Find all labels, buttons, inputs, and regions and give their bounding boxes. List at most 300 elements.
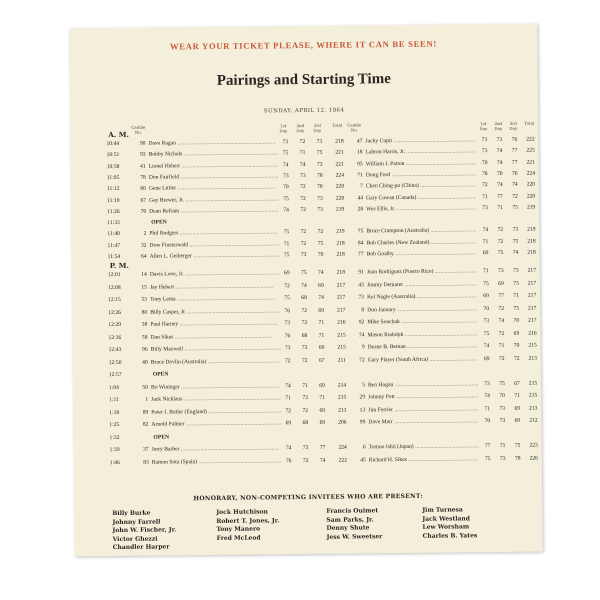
round2-score: 72	[498, 305, 505, 312]
caddie-header-right: Caddie No.	[347, 122, 362, 133]
caddie-number: 76	[140, 208, 147, 215]
total-score: 222	[526, 136, 535, 143]
round2-score: 73	[499, 417, 506, 424]
round1-score: 75	[283, 229, 290, 236]
invitee-name: Johnny Farrell	[112, 518, 161, 526]
round3-score: 78	[316, 172, 323, 179]
total-score: 223	[529, 442, 538, 449]
caddie-number: 5	[362, 381, 366, 388]
tee-time: 12:26	[108, 309, 122, 316]
caddie-number: 91	[358, 269, 364, 276]
caddie-number: 53	[141, 296, 148, 303]
round2-score: 68	[301, 332, 308, 339]
round1-score: 75	[484, 455, 491, 462]
total-score: 214	[337, 382, 347, 389]
round3-score: 67	[514, 380, 520, 387]
invitee-name: Jack Westland	[422, 514, 471, 523]
caddie-number: 8	[361, 306, 365, 313]
player-name: Jerry Barber .....	[152, 445, 282, 452]
round3-score: 69	[514, 417, 521, 424]
round1-score: 69	[483, 355, 490, 362]
caddie-number: 84	[357, 240, 364, 247]
player-name: Jay Hebert .....	[150, 283, 280, 290]
total-score: 216	[337, 319, 346, 326]
round1-score: 72	[285, 407, 292, 414]
pairing-sheet	[69, 24, 543, 557]
round2-score: 70	[499, 392, 505, 399]
total-score: 219	[527, 226, 536, 234]
round2-score: 68	[301, 294, 307, 302]
invitee-name: Chandler Harper	[112, 543, 170, 552]
round2-score: 73	[499, 455, 506, 462]
total-score: 217	[527, 292, 537, 299]
round3-score: 74	[319, 457, 326, 464]
invitee-name: Jock Hutchison	[216, 508, 268, 516]
total-score: 213	[528, 355, 537, 362]
round2-score: 70	[496, 170, 503, 177]
tee-time: 11:47	[107, 242, 121, 249]
tee-time: 12:08	[107, 284, 121, 291]
page-title: Pairings and Starting Time	[216, 71, 391, 89]
round1-score: 75	[483, 280, 489, 287]
player-name: Bruce Devlin (Australia) .....	[151, 358, 281, 365]
round3-score: 71	[318, 319, 325, 326]
round3-score: 78	[317, 184, 323, 191]
caddie-number: 32	[140, 242, 147, 249]
round2-score: 75	[497, 249, 504, 256]
caddie-number: 58	[141, 334, 148, 341]
round1-score: 69	[285, 420, 292, 427]
round3-score: 73	[316, 161, 323, 168]
round2-score: 71	[499, 442, 506, 449]
round1-score: 74	[484, 393, 490, 400]
round1-score: 73	[282, 173, 289, 180]
player-name: Bo Wininger .....	[151, 383, 281, 390]
player-name: Bob Goalby .....	[367, 250, 477, 257]
round3-score: 73	[513, 280, 519, 287]
tee-time: 11:19	[107, 197, 120, 204]
caddie-number: 2	[143, 231, 147, 238]
round3-score: 73	[317, 195, 323, 202]
caddie-number: 83	[143, 459, 149, 466]
round1-score: 74	[285, 382, 291, 389]
tee-time: 10:44	[106, 140, 120, 148]
total-header-left: Total	[332, 122, 343, 128]
round1-score: 70	[483, 305, 490, 312]
tee-time: 1:04	[108, 384, 119, 391]
player-name: Jacky Cupit .....	[365, 137, 475, 144]
caddie-number: 29	[359, 394, 366, 401]
total-score: 215	[337, 394, 347, 401]
player-name: Dow Finsterwald .....	[149, 241, 279, 248]
open-slot: OPEN	[152, 371, 169, 378]
player-name: Mason Rudolph .....	[367, 331, 477, 338]
player-name: Peter J. Butler (England) .....	[151, 408, 281, 415]
r1-header-left: 1st Day	[279, 123, 288, 133]
caddie-number: 45	[360, 456, 366, 463]
round2-score: 72	[301, 319, 308, 327]
tee-time: 12:50	[108, 359, 122, 366]
r2-header-right: 2nd Day	[494, 120, 503, 131]
total-score: 218	[527, 238, 536, 245]
total-score: 224	[335, 172, 345, 179]
tee-time: 11:05	[106, 174, 120, 181]
player-name: Wes Ellis, Jr. .....	[366, 205, 476, 212]
round3-score: 71	[514, 392, 520, 399]
round1-score: 71	[482, 268, 489, 275]
invitee-name: Denny Shute	[326, 524, 370, 532]
round3-score: 74	[512, 249, 519, 256]
round2-score: 73	[300, 251, 307, 259]
total-score: 218	[336, 240, 345, 247]
r3-header-right: 3rd Day	[509, 120, 518, 131]
total-score: 221	[526, 159, 535, 166]
total-score: 224	[338, 444, 347, 451]
total-score: 220	[526, 181, 536, 188]
tee-time: 1:46	[109, 459, 120, 466]
round2-score: 73	[497, 267, 504, 274]
r3-header-left: 3rd Day	[313, 122, 322, 133]
invitee-name: Robert T. Jones, Jr.	[216, 516, 280, 525]
round2-score: 75	[300, 269, 307, 277]
caddie-number: 77	[358, 251, 364, 258]
round2-score: 74	[496, 159, 503, 166]
total-score: 220	[335, 183, 345, 190]
round1-score: 71	[283, 240, 290, 247]
tee-time: 12:29	[108, 321, 122, 329]
round1-score: 71	[482, 193, 488, 200]
tee-time: 12:01	[107, 271, 121, 279]
tee-time: 11:54	[107, 253, 121, 261]
caddie-number: 66	[140, 185, 146, 192]
player-name: Jim Ferrier .....	[368, 406, 478, 413]
round1-score: 74	[282, 161, 289, 168]
round3-score: 73	[317, 206, 323, 213]
round3-score: 74	[317, 269, 324, 276]
round2-score: 68	[302, 419, 309, 427]
round1-score: 69	[483, 293, 489, 300]
round1-score: 76	[284, 307, 291, 314]
round2-score: 72	[497, 238, 504, 245]
caddie-number: 13	[359, 406, 366, 413]
player-name: William J. Patton .....	[366, 160, 476, 167]
total-score: 206	[338, 419, 347, 426]
round2-score: 74	[301, 282, 307, 289]
caddie-number: 15	[141, 284, 147, 291]
player-name: Gary Player (South Africa) .....	[368, 356, 478, 363]
tee-time: 10:58	[106, 163, 120, 170]
round3-score: 69	[318, 282, 324, 289]
caddie-number: 92	[358, 319, 365, 326]
pm-pairing-row	[109, 455, 538, 470]
total-score: 215	[337, 344, 346, 351]
total-score: 224	[526, 170, 536, 177]
total-score: 222	[338, 457, 348, 464]
total-score: 213	[338, 407, 347, 414]
round2-score: 75	[499, 380, 505, 387]
round2-score: 72	[300, 184, 306, 191]
tee-time: 10:51	[106, 152, 120, 159]
round3-score: 75	[514, 442, 521, 449]
round2-score: 73	[301, 344, 308, 352]
tee-time: 1:11	[109, 396, 119, 404]
player-name: Jack Nicklaus .....	[151, 395, 281, 402]
player-name: Billy Casper, Jr. .....	[150, 308, 280, 315]
player-name: Kel Nagle (Australia) .....	[367, 293, 477, 300]
invitee-column	[326, 507, 382, 542]
round3-score: 78	[514, 455, 521, 462]
caddie-number: 41	[140, 163, 146, 170]
player-name: Ben Hogan .....	[368, 381, 478, 388]
caddie-number: 7	[360, 183, 363, 190]
round3-score: 74	[318, 294, 324, 301]
caddie-number: 95	[357, 160, 363, 168]
invitee-name: Jim Turnesa	[422, 506, 463, 514]
caddie-number: 90	[139, 140, 146, 147]
caddie-number: 71	[357, 172, 363, 179]
total-score: 211	[337, 357, 346, 364]
caddie-number: 72	[359, 356, 365, 363]
invitee-column	[112, 509, 176, 552]
round1-score: 72	[482, 182, 488, 189]
player-name: Johnny Pott .....	[368, 393, 478, 400]
ticket-banner: WEAR YOUR TICKET PLEASE, WHERE IT CAN BE SEEN!	[169, 38, 437, 52]
invitee-name: Victor Ghezzi	[112, 535, 158, 543]
tee-time: 1:18	[109, 409, 120, 416]
total-score: 218	[336, 269, 346, 276]
round3-score: 69	[319, 419, 326, 426]
round2-score: 77	[498, 292, 504, 299]
tee-time: 1:39	[109, 446, 120, 454]
total-score: 217	[527, 280, 537, 287]
invitee-name: Jess W. Sweetser	[326, 532, 383, 541]
round1-score: 73	[484, 380, 490, 387]
caddie-number: 50	[142, 384, 149, 391]
round2-score: 77	[497, 193, 503, 200]
total-score: 213	[529, 405, 538, 412]
round3-score: 74	[512, 181, 518, 189]
caddie-header-left: Caddie No.	[131, 124, 146, 135]
invitee-name: Charles B. Yates	[422, 531, 478, 540]
invitee-name: Billy Burke	[112, 509, 151, 518]
total-score: 219	[335, 206, 345, 213]
tee-time: 1:25	[109, 421, 120, 429]
caddie-number: 74	[358, 331, 365, 338]
player-name: Gay Brewer, Jr. .....	[149, 196, 279, 203]
player-name: Jimmy Demaret .....	[367, 281, 477, 288]
round1-score: 73	[481, 137, 488, 144]
round2-score: 73	[299, 172, 306, 179]
total-score: 215	[528, 342, 537, 349]
round3-score: 73	[512, 227, 519, 234]
tee-time: 12:36	[108, 334, 122, 341]
player-name: Deane B. Beman .....	[368, 343, 478, 350]
invitee-name: Francis Ouimet	[326, 507, 379, 515]
round3-score: 73	[316, 138, 323, 145]
r1-header-right: 1st Day	[479, 121, 488, 131]
round1-score: 74	[483, 343, 490, 350]
round3-score: 69	[318, 344, 325, 351]
round3-score: 70	[513, 317, 520, 324]
player-name: Tomoo Ishii (Japan) .....	[369, 443, 479, 450]
total-score: 220	[526, 193, 536, 200]
round1-score: 75	[283, 195, 289, 202]
round3-score: 71	[318, 332, 325, 339]
player-name: Davis Love, Jr. .....	[150, 270, 280, 277]
total-score: 215	[528, 392, 538, 399]
round3-score: 75	[316, 150, 323, 157]
caddie-number: 6	[362, 444, 366, 451]
total-score: 217	[527, 305, 537, 312]
round1-score: 75	[282, 150, 289, 157]
caddie-number: 28	[357, 206, 364, 213]
player-name: Arnold Palmer .....	[151, 420, 281, 427]
total-score: 217	[336, 294, 346, 301]
round2-score: 72	[301, 357, 308, 364]
round1-score: 73	[282, 139, 289, 146]
round1-score: 69	[283, 270, 290, 277]
player-name: Phil Rodgers .....	[149, 230, 279, 237]
total-score: 212	[529, 417, 538, 424]
caddie-number: 40	[142, 359, 148, 366]
round1-score: 71	[482, 238, 489, 245]
total-score: 215	[337, 332, 346, 339]
player-name: Doug Ford .....	[366, 171, 476, 178]
am-label: A. M.	[108, 129, 129, 140]
caddie-number: 38	[141, 321, 148, 328]
round2-score: 72	[497, 227, 504, 234]
caddie-number: 9	[361, 344, 365, 351]
round2-score: 74	[498, 317, 505, 324]
round1-score: 74	[285, 445, 292, 452]
player-name: Allen L. Geiberger .....	[150, 252, 280, 259]
round3-score: 75	[317, 240, 324, 247]
invitee-column	[216, 508, 279, 543]
player-name: Don January .....	[367, 306, 477, 313]
total-score: 221	[335, 161, 344, 168]
round1-score: 73	[284, 320, 291, 327]
player-name: Labron Harris, Jr. .....	[366, 149, 476, 156]
round2-score: 72	[300, 206, 306, 213]
round2-score: 72	[300, 195, 306, 202]
tee-time: 12:57	[108, 371, 122, 379]
tee-time: 11:12	[106, 186, 120, 193]
total-score: 226	[529, 455, 538, 462]
round1-score: 77	[484, 443, 491, 450]
caddie-number: 1	[145, 396, 149, 403]
round3-score: 76	[511, 136, 518, 143]
round2-score: 72	[301, 307, 308, 314]
round2-score: 74	[299, 161, 306, 168]
round3-score: 69	[514, 405, 521, 412]
round2-score: 72	[300, 229, 307, 236]
tee-time: 1:32	[109, 434, 120, 441]
round3-score: 77	[319, 444, 326, 451]
round1-score: 73	[481, 148, 488, 155]
round2-score: 71	[497, 204, 503, 211]
player-name: Chen Ching-po (China) .....	[366, 182, 476, 189]
round1-score: 75	[483, 330, 490, 337]
invitee-name: Fred McLeod	[216, 533, 261, 542]
round2-score: 72	[302, 407, 309, 414]
invitee-name: Lew Worsham	[422, 523, 470, 531]
round3-score: 67	[318, 357, 325, 364]
round1-score: 75	[284, 295, 290, 302]
total-score: 217	[336, 282, 346, 289]
player-name: Billy Maxwell .....	[151, 345, 281, 352]
caddie-number: 80	[141, 309, 148, 316]
player-name: Tony Lema .....	[150, 295, 280, 302]
round1-score: 74	[283, 206, 289, 214]
player-name: Bruce Crampton (Australia) .....	[366, 228, 476, 235]
player-name: Gene Littler .....	[149, 184, 279, 191]
round2-score: 73	[499, 405, 506, 412]
caddie-number: 96	[141, 346, 148, 353]
caddie-number: 44	[357, 194, 364, 201]
round3-score: 77	[511, 159, 518, 166]
round1-score: 76	[285, 457, 292, 464]
player-name: Paul Harney .....	[150, 320, 280, 327]
player-name: Dave Marr .....	[368, 418, 478, 425]
round1-score: 72	[284, 357, 291, 364]
player-name: Bobby Nichols .....	[149, 151, 279, 158]
player-name: Dan Sikes .....	[150, 333, 280, 340]
total-score: 216	[528, 330, 537, 337]
round1-score: 74	[482, 227, 489, 234]
round2-score: 73	[302, 444, 309, 452]
round2-score: 73	[496, 136, 503, 143]
round3-score: 72	[512, 193, 518, 200]
total-score: 218	[336, 251, 345, 258]
r2-header-left: 2nd Day	[296, 123, 305, 133]
round1-score: 70	[283, 184, 289, 191]
caddie-number: 47	[356, 138, 363, 145]
round3-score: 75	[512, 238, 519, 245]
round3-score: 71	[513, 292, 519, 299]
player-name: Bob Charles (New Zealand) .....	[366, 239, 476, 246]
tee-time: 12:15	[108, 296, 121, 304]
caddie-number: 18	[356, 149, 363, 156]
round2-score: 74	[496, 148, 503, 155]
total-score: 215	[528, 380, 538, 387]
round2-score: 71	[299, 150, 306, 157]
caddie-number: 75	[357, 228, 364, 235]
total-header-right: Total	[524, 120, 535, 126]
caddie-number: 82	[142, 421, 149, 428]
round3-score: 69	[319, 407, 326, 414]
total-score: 220	[335, 195, 345, 202]
player-name: Lionel Hebert .....	[149, 162, 279, 169]
round2-score: 72	[302, 457, 309, 464]
tee-time: 11:26	[107, 208, 120, 215]
honorary-title: HONORARY, NON-COMPETING INVITEES WHO ARE PRESENT:	[193, 492, 423, 503]
caddie-number: 14	[141, 271, 147, 278]
round2-score: 72	[498, 330, 505, 337]
round1-score: 73	[482, 204, 488, 211]
caddie-number: 78	[140, 174, 146, 181]
date-line: SUNDAY, APRIL 12, 1964	[263, 107, 345, 115]
round2-score: 73	[302, 394, 308, 402]
round3-score: 71	[319, 394, 325, 401]
total-score: 217	[336, 307, 346, 314]
invitee-column	[422, 506, 477, 541]
caddie-number: 89	[142, 409, 149, 416]
round1-score: 78	[481, 170, 488, 178]
player-name: Don Fairfield .....	[149, 173, 279, 180]
round1-score: 75	[283, 252, 290, 259]
open-slot: OPEN	[151, 219, 167, 226]
round3-score: 72	[317, 229, 324, 236]
